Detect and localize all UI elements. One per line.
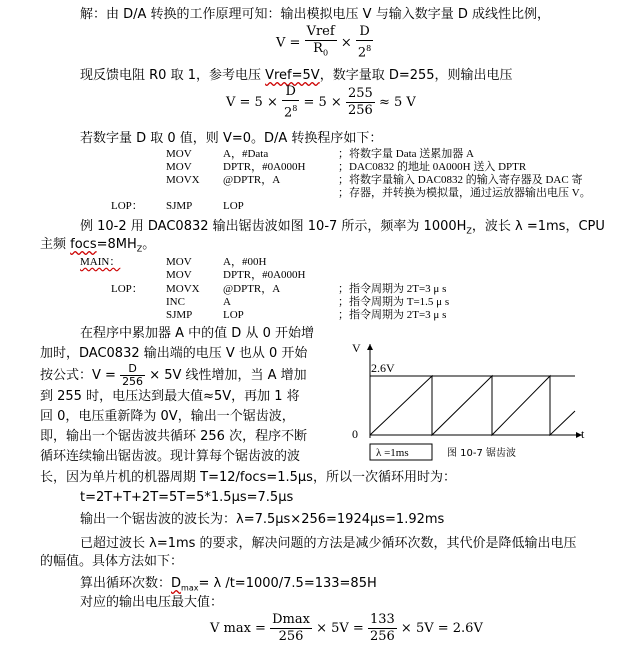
wrap-line: 加时，DAC0832 输出端的电压 V 也从 0 开始 — [40, 346, 308, 361]
wrap-eq-b: × 5V 线性增加，当 A 增加 — [149, 368, 307, 383]
prog2-op: SJMP — [166, 309, 193, 321]
prog1-arg: @DPTR，A — [223, 174, 281, 186]
prog2-op: MOV — [166, 256, 192, 268]
p2-a: 现反馈电阻 R0 取 1，参考电压 — [80, 68, 266, 83]
eq1-frac2 — [356, 24, 373, 61]
prog2-op: INC — [166, 296, 185, 308]
eq2-mid: = 5 × — [303, 95, 342, 111]
eq2-den1-sup: 8 — [292, 104, 298, 113]
eq2-num1: D — [282, 84, 299, 101]
prog1-comment: ；存器，并转换为模拟量，通过运放器输出电压 V。 — [338, 187, 591, 199]
eq2-num2: 255 — [347, 86, 373, 102]
level-label: 2.6V — [371, 361, 395, 375]
prog1-comment: ；将数字量 Data 送累加器 A — [338, 148, 474, 160]
eq2-frac2 — [346, 86, 375, 119]
prog1-op: MOV — [166, 161, 192, 173]
max-voltage-heading: 对应的输出电压最大值： — [80, 595, 224, 610]
eq3-num2: 133 — [369, 612, 395, 627]
prog1-label: LOP： — [111, 200, 143, 212]
prog2-arg: @DPTR，A — [223, 283, 281, 295]
prog1-comment: ；将数字量输入 DAC0832 的输入寄存器及 DAC 寄 — [338, 174, 583, 186]
p11-c: = λ /t=1000/7.5=133=85H — [198, 576, 377, 591]
prog2-op: MOV — [166, 269, 192, 281]
eq3-frac2 — [368, 612, 397, 645]
prog2-arg: LOP — [223, 309, 244, 321]
wrap-eq-num: D — [120, 363, 145, 376]
sawtooth-figure — [340, 338, 590, 470]
origin-label: 0 — [352, 427, 358, 441]
prog2-label: LOP： — [111, 283, 143, 295]
sawtooth-wave — [370, 376, 575, 435]
solution-text: 已超过波长 λ=1ms 的要求，解决问题的方法是减少循环次数，其代价是降低输出电压 — [80, 536, 577, 551]
y-axis-label: V — [352, 341, 361, 355]
eq2-frac1 — [282, 84, 299, 121]
eq1-frac1 — [305, 24, 337, 62]
loop-count-text — [80, 576, 377, 597]
prog1-op: MOVX — [166, 174, 200, 186]
prog1-comment: ；DAC0832 的地址 0A000H 送入 DPTR — [338, 161, 527, 173]
eq2-tail: ≈ 5 V — [378, 95, 416, 111]
cycle-time-text: 长，因为单片机的机器周期 T=12/focs=1.5μs，所以一次循环用时为： — [40, 470, 456, 485]
p4-tail: ，波长 λ =1ms，CPU — [471, 219, 605, 234]
eq1-times: × — [340, 35, 352, 51]
equation-voltage-ratio — [276, 24, 373, 62]
eq3-tail: × 5V = 2.6V — [400, 621, 483, 636]
wavelength-text: 输出一个锯齿波的波长为：λ=7.5μs×256=1924μs=1.92ms — [80, 512, 445, 527]
prog2-arg: A — [223, 296, 231, 308]
prog2-arg: A，#00H — [223, 256, 267, 268]
prog1-arg: A，#Data — [223, 148, 269, 160]
lambda-label: λ =1ms — [376, 447, 409, 459]
p11-d: D — [171, 576, 182, 591]
eq3-frac1 — [270, 612, 312, 645]
p11-a: 算出循环次数： — [80, 576, 172, 591]
p2-vref: Vref=5V — [265, 68, 320, 83]
prog1-op: MOV — [166, 148, 192, 160]
prog2-op: MOVX — [166, 283, 200, 295]
eq1-num2: D — [356, 24, 373, 41]
prog1-arg: LOP — [223, 200, 244, 212]
prog2-comment: ；指令周期为 T=1.5 μ s — [338, 296, 450, 308]
zero-case-text: 若数字量 D 取 0 值，则 V=0。D/A 转换程序如下： — [80, 131, 383, 146]
eq3-num1: Dmax — [272, 612, 310, 627]
intro-text: 解：由 D/A 转换的工作原理可知：输出模拟电压 V 与输入数字量 D 成线性比例， — [80, 7, 550, 22]
eq3-den2: 256 — [369, 629, 395, 644]
p4-text: 例 10-2 用 DAC0832 输出锯齿波如图 10-7 所示，频率为 1000H — [80, 219, 467, 234]
p11-sub: max — [181, 583, 199, 593]
wrap-eq-a: 按公式：V = — [40, 368, 121, 383]
p5-focs: focs — [70, 237, 97, 252]
prog2-comment: ；指令周期为 2T=3 μ s — [338, 309, 447, 321]
p4-sub: Z — [466, 226, 472, 236]
prog1-arg: DPTR，#0A000H — [223, 161, 306, 173]
figure-caption: 图 10-7 锯齿波 — [447, 448, 517, 459]
p5-d: 。 — [142, 237, 156, 252]
x-axis-label: t — [581, 427, 585, 441]
eq1-den1-sub: 0 — [322, 48, 329, 58]
eq1-num1: Vref — [306, 24, 335, 39]
wrap-line: 到 255 时，电压达到最大值≈5V，再加 1 将 — [40, 389, 300, 404]
p5-a: 主频 — [40, 237, 71, 252]
eq3-mid: × 5V = — [316, 621, 364, 636]
loop-time-formula: t=2T+T+2T=5T=5*1.5μs=7.5μs — [80, 490, 294, 505]
eq1-den1: R — [313, 41, 323, 56]
wrap-eq-frac — [120, 363, 145, 388]
eq1-den2: 2 — [357, 45, 367, 61]
wrap-eq-den: 256 — [122, 375, 144, 388]
eq3-den1: 256 — [278, 629, 304, 644]
wrap-line: 在程序中累加器 A 中的值 D 从 0 开始增 — [80, 326, 314, 341]
prog2-arg: DPTR，#0A000H — [223, 269, 306, 281]
p5-c: =8MH — [96, 237, 137, 252]
wrap-line: 即，输出一个锯齿波共循环 256 次，程序不断 — [40, 429, 308, 444]
eq1-lhs: V = — [276, 35, 301, 51]
prog2-label: MAIN： — [80, 256, 121, 268]
cpu-freq-text — [40, 237, 155, 258]
example-heading — [80, 219, 605, 240]
wrap-line-formula — [40, 363, 307, 388]
eq3-lhs: V max = — [210, 621, 266, 636]
eq2-lhs: V = 5 × — [226, 95, 278, 111]
equation-output-voltage — [226, 84, 416, 121]
dmax-term — [171, 576, 198, 591]
solution-text-cont: 的幅值。具体方法如下： — [40, 554, 184, 569]
feedback-text — [80, 68, 513, 84]
p2-c: ，数字量取 D=255，则输出电压 — [319, 68, 513, 83]
prog2-comment: ；指令周期为 2T=3 μ s — [338, 283, 447, 295]
equation-vmax — [210, 612, 483, 645]
eq2-den1: 2 — [283, 105, 293, 121]
eq2-den2: 256 — [347, 103, 373, 119]
wrap-line: 循环连续输出锯齿波。现计算每个锯齿波的波 — [40, 449, 301, 464]
p5-sub: Z — [136, 244, 143, 254]
prog1-op: SJMP — [166, 200, 193, 212]
wrap-line: 回 0，电压重新降为 0V，输出一个锯齿波， — [40, 409, 295, 424]
eq1-den2-sup: 8 — [366, 44, 372, 54]
